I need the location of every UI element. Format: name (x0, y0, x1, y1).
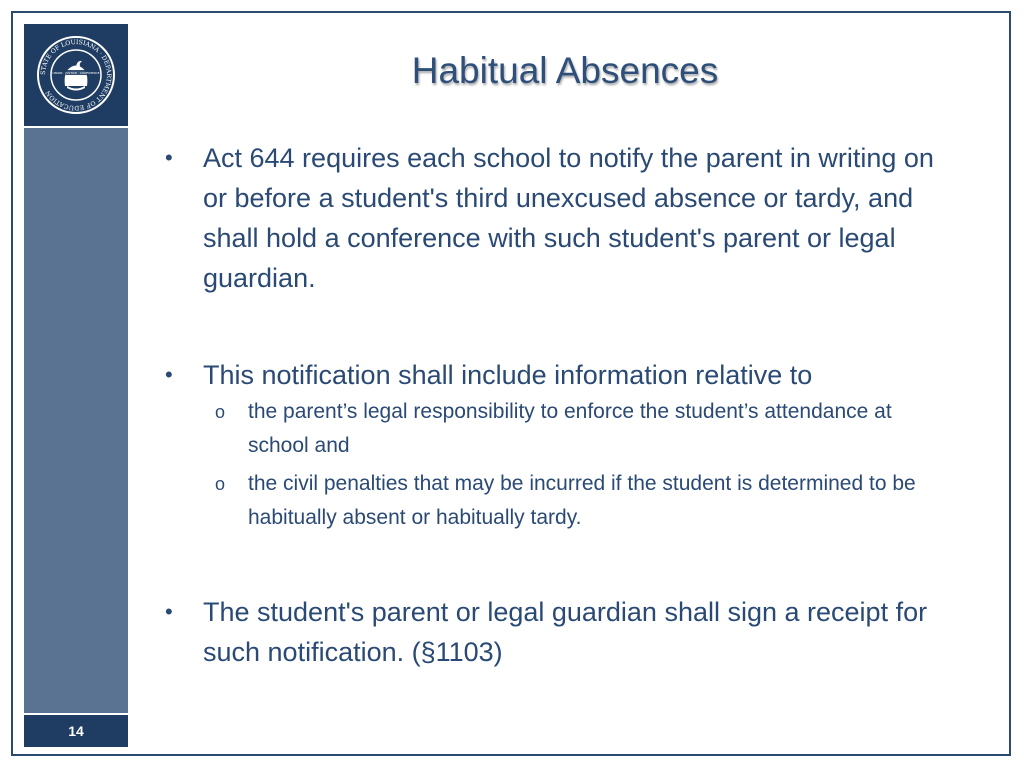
bullet-item (165, 138, 955, 298)
bullet-dot-icon: • (165, 599, 173, 624)
sub-bullet-item (165, 467, 955, 535)
sidebar (24, 24, 128, 745)
sidebar-band (24, 128, 128, 731)
svg-text:STATE OF LOUISIANA · DEPARTMEN: STATE OF LOUISIANA · DEPARTMENT OF EDUCATION (39, 38, 113, 112)
sub-bullet-text: the parent’s legal responsibility to enforce the student’s attendance at school and (248, 400, 892, 457)
sub-bullet-item (165, 395, 955, 463)
department-seal-icon (35, 34, 117, 116)
bullet-text: The student's parent or legal guardian shall sign a receipt for such notification. (§1103) (203, 597, 928, 667)
bullet-item (165, 355, 955, 395)
circle-bullet-icon: o (215, 474, 226, 494)
slide-content (165, 138, 955, 672)
logo-box (24, 24, 128, 126)
page-number: 14 (24, 713, 128, 747)
bullet-dot-icon: • (165, 145, 173, 170)
sub-bullet-text: the civil penalties that may be incurred if the student is determined to be habitually absent or habitually tardy. (248, 472, 916, 529)
svg-text:UNION · JUSTICE · CONFIDENCE: UNION · JUSTICE · CONFIDENCE (52, 71, 100, 75)
bullet-text: Act 644 requires each school to notify the parent in writing on or before a student's third unexcused absence or tardy, and shall hold a conference with such student's parent or legal guardian. (203, 143, 934, 293)
circle-bullet-icon: o (215, 402, 226, 422)
slide-title: Habitual Absences (411, 50, 719, 91)
bullet-text: This notification shall include information relative to (203, 360, 813, 390)
bullet-dot-icon: • (165, 362, 173, 387)
bullet-item (165, 592, 955, 672)
